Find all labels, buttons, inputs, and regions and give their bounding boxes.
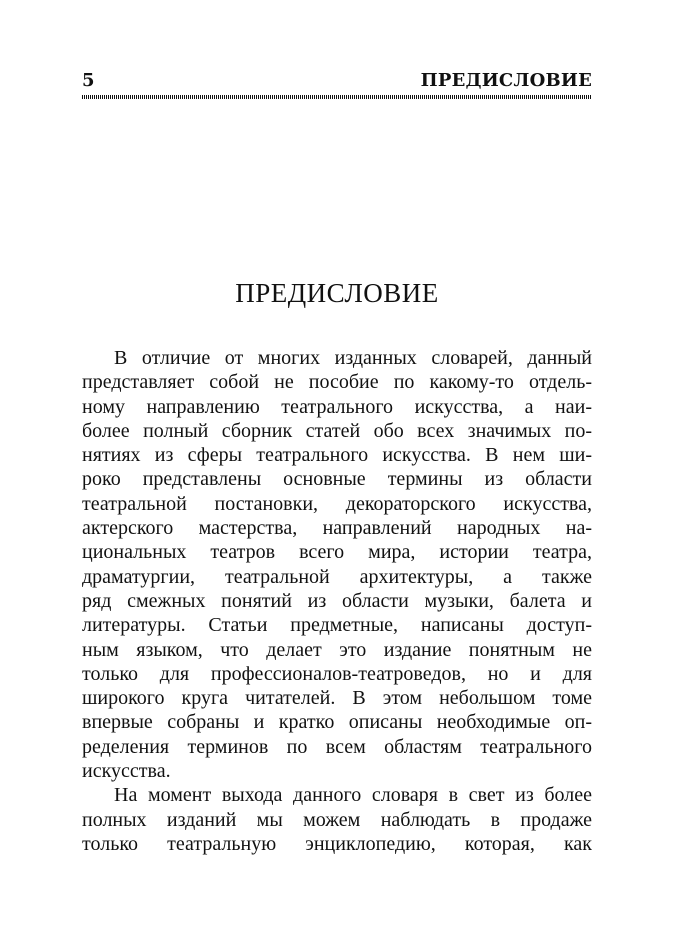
text-line: ным языком, что делает это издание понятным не xyxy=(82,638,592,661)
text-line: театральной постановки, декораторского искусства, xyxy=(82,492,592,515)
text-line: широкого круга читателей. В этом небольшом томе xyxy=(82,687,592,710)
text-line: На момент выхода данного словаря в свет из более xyxy=(114,784,592,807)
header-rule xyxy=(82,95,592,99)
text-line: роко представлены основные термины из области xyxy=(82,468,592,491)
page-number: 5 xyxy=(82,70,95,91)
text-line: ряд смежных понятий из области музыки, балета и xyxy=(82,589,592,612)
text-line: нятиях из сферы театрального искусства. В нем ши- xyxy=(82,444,592,467)
running-head xyxy=(82,70,592,96)
text-line: только театральную энциклопедию, которая, как xyxy=(82,832,592,855)
text-line: драматургии, театральной архитектуры, а также xyxy=(82,565,592,588)
text-line: более полный сборник статей обо всех значимых по- xyxy=(82,419,592,442)
text-line: искусства. xyxy=(82,760,171,783)
body-text xyxy=(82,346,592,856)
text-line: представляет собой не пособие по какому-то отдель- xyxy=(82,371,592,394)
text-line: впервые собраны и кратко описаны необходимые оп- xyxy=(82,711,592,734)
text-line: ному направлению театрального искусства, а наи- xyxy=(82,395,592,418)
text-line: В отличие от многих изданных словарей, данный xyxy=(114,347,592,369)
text-line: ределения терминов по всем областям театрального xyxy=(82,735,592,758)
text-line: полных изданий мы можем наблюдать в продаже xyxy=(82,808,592,831)
text-line: актерского мастерства, направлений народных на- xyxy=(82,517,592,540)
text-line: только для профессионалов-театроведов, но и для xyxy=(82,662,592,685)
chapter-title: ПРЕДИСЛОВИЕ xyxy=(235,278,439,309)
running-title: ПРЕДИСЛОВИЕ xyxy=(420,70,592,91)
text-line: литературы. Статьи предметные, написаны доступ- xyxy=(82,614,592,637)
text-line: циональных театров всего мира, истории театра, xyxy=(82,541,592,564)
